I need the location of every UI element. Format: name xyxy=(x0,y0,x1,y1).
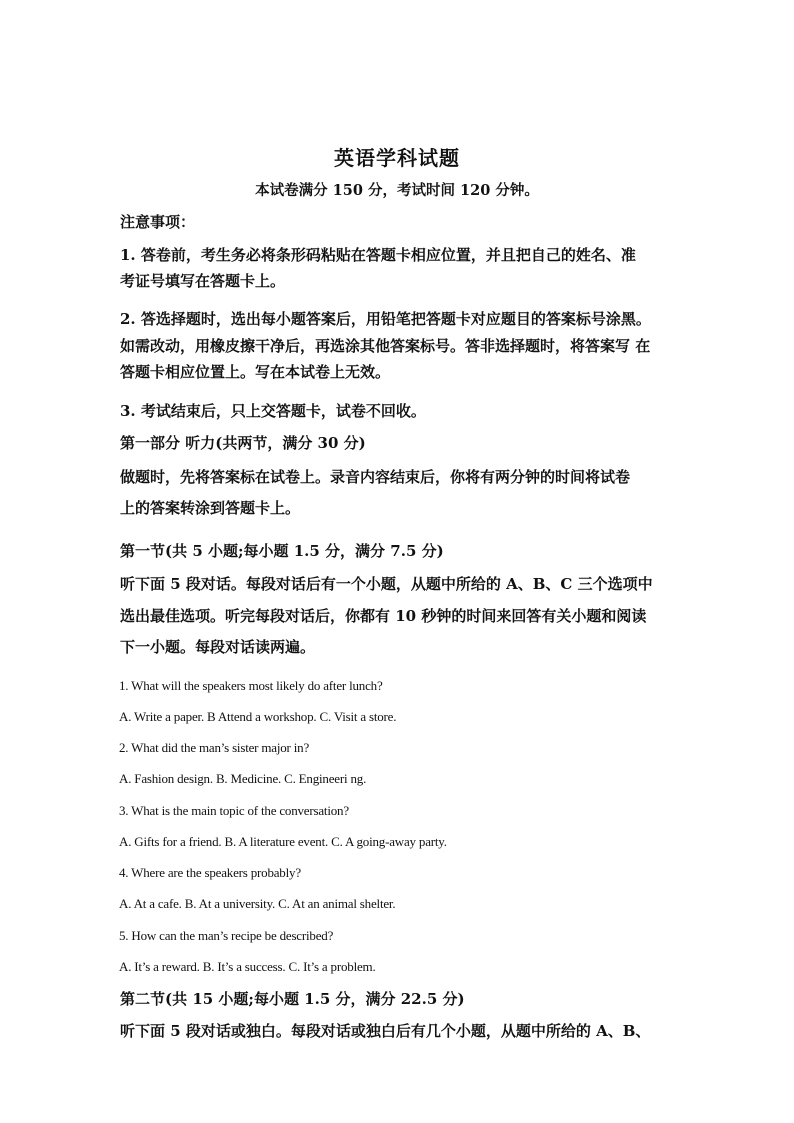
section-2-heading: 第二节(共 15 小题;每小题 1.5 分，满分 22.5 分) xyxy=(120,990,465,1008)
section-1-heading: 第一节(共 5 小题;每小题 1.5 分，满分 7.5 分) xyxy=(120,542,444,560)
question-5-options: A. It’s a reward. B. It’s a success. C. It’s a problem. xyxy=(119,959,376,974)
notice-item-1-line-1: 1. 答卷前，考生务必将条形码粘贴在答题卡相应位置，并且把自己的姓名、准 xyxy=(120,246,636,264)
question-3-options: A. Gifts for a friend. B. A literature event. C. A going-away party. xyxy=(119,834,447,849)
section-1-intro-line-2: 选出最佳选项。听完每段对话后，你都有 10 秒钟的时间来回答有关小题和阅读 xyxy=(120,607,647,625)
notice-item-3: 3. 考试结束后，只上交答题卡，试卷不回收。 xyxy=(120,402,426,420)
question-4-text: 4. Where are the speakers probably? xyxy=(119,865,301,880)
notice-item-1-line-2: 考证号填写在答题卡上。 xyxy=(120,272,286,290)
section-2-intro-line-1: 听下面 5 段对话或独白。每段对话或独白后有几个小题，从题中所给的 A、B、 xyxy=(120,1022,651,1040)
question-3-text: 3. What is the main topic of the conversation? xyxy=(119,803,349,818)
question-2-options: A. Fashion design. B. Medicine. C. Engineeri ng. xyxy=(119,771,367,786)
notice-item-2-line-3: 答题卡相应位置上。写在本试卷上无效。 xyxy=(120,363,391,381)
section-1-intro-line-1: 听下面 5 段对话。每段对话后有一个小题，从题中所给的 A、B、C 三个选项中 xyxy=(120,575,653,593)
notice-item-2-line-1: 2. 答选择题时，选出每小题答案后，用铅笔把答题卡对应题目的答案标号涂黑。 xyxy=(120,310,651,328)
notice-heading: 注意事项： xyxy=(120,213,196,231)
question-1-text: 1. What will the speakers most likely do after lunch? xyxy=(119,678,383,693)
notice-item-2-line-2: 如需改动，用橡皮擦干净后，再选涂其他答案标号。答非选择题时，将答案写 在 xyxy=(120,337,651,355)
exam-info-subtitle: 本试卷满分 150 分，考试时间 120 分钟。 xyxy=(255,182,539,199)
section-1-intro-line-3: 下一小题。每段对话读两遍。 xyxy=(120,638,316,656)
part-1-heading: 第一部分 听力(共两节，满分 30 分) xyxy=(120,434,366,452)
question-1-options: A. Write a paper. B Attend a workshop. C. Visit a store. xyxy=(119,709,397,724)
question-5-text: 5. How can the man’s recipe be described? xyxy=(119,928,334,943)
question-4-options: A. At a cafe. B. At a university. C. At an animal shelter. xyxy=(119,896,396,911)
part-1-intro-line-2: 上的答案转涂到答题卡上。 xyxy=(120,499,301,517)
question-2-text: 2. What did the man’s sister major in? xyxy=(119,740,310,755)
page-title: 英语学科试题 xyxy=(334,146,460,170)
part-1-intro-line-1: 做题时，先将答案标在试卷上。录音内容结束后，你将有两分钟的时间将试卷 xyxy=(120,468,631,486)
